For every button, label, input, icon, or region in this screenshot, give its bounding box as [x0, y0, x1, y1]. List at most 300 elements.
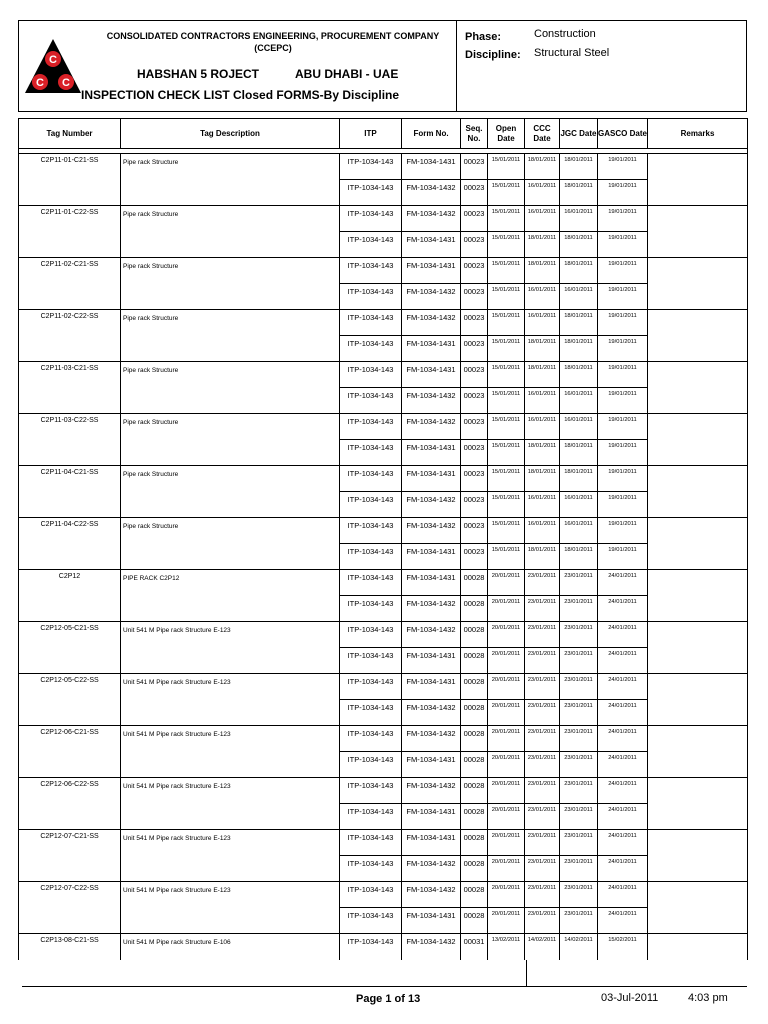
ccc-date-cell: 16/01/2011 — [525, 206, 560, 232]
remarks-cell — [648, 284, 748, 310]
seq-number-cell: 00028 — [461, 804, 488, 830]
tag-description-cell — [121, 180, 340, 206]
itp-cell: ITP-1034-143 — [340, 544, 402, 570]
remarks-cell — [648, 570, 748, 596]
tag-number-cell: C2P12-07-C22-SS — [19, 882, 121, 908]
table-header-row — [19, 119, 748, 149]
jgc-date-cell: 16/01/2011 — [560, 518, 598, 544]
form-number-cell: FM-1034-1432 — [402, 388, 461, 414]
remarks-cell — [648, 466, 748, 492]
form-number-cell: FM-1034-1432 — [402, 596, 461, 622]
open-date-cell: 13/02/2011 — [488, 934, 525, 960]
remarks-cell — [648, 440, 748, 466]
form-number-cell: FM-1034-1431 — [402, 440, 461, 466]
tag-description-cell — [121, 544, 340, 570]
seq-number-cell: 00023 — [461, 492, 488, 518]
jgc-date-cell: 18/01/2011 — [560, 336, 598, 362]
checklist-table — [18, 118, 748, 960]
gasco-date-cell: 19/01/2011 — [598, 284, 648, 310]
ccc-date-cell: 18/01/2011 — [525, 154, 560, 180]
seq-number-cell: 00028 — [461, 752, 488, 778]
table-row — [19, 674, 748, 700]
itp-cell: ITP-1034-143 — [340, 830, 402, 856]
itp-cell: ITP-1034-143 — [340, 414, 402, 440]
gasco-date-cell: 19/01/2011 — [598, 206, 648, 232]
seq-number-cell: 00028 — [461, 830, 488, 856]
gasco-date-cell: 24/01/2011 — [598, 726, 648, 752]
table-row — [19, 908, 748, 934]
seq-number-cell: 00028 — [461, 778, 488, 804]
gasco-date-cell: 19/01/2011 — [598, 544, 648, 570]
gasco-date-cell: 19/01/2011 — [598, 518, 648, 544]
gasco-date-cell: 24/01/2011 — [598, 804, 648, 830]
tag-number-cell — [19, 388, 121, 414]
jgc-date-cell: 23/01/2011 — [560, 726, 598, 752]
itp-cell: ITP-1034-143 — [340, 726, 402, 752]
seq-number-cell: 00023 — [461, 388, 488, 414]
itp-cell: ITP-1034-143 — [340, 622, 402, 648]
ccc-date-cell: 23/01/2011 — [525, 700, 560, 726]
report-title: INSPECTION CHECK LIST Closed FORMS-By Discipline — [81, 88, 400, 102]
seq-number-cell: 00031 — [461, 934, 488, 960]
open-date-cell: 20/01/2011 — [488, 570, 525, 596]
open-date-cell: 15/01/2011 — [488, 362, 525, 388]
gasco-date-cell: 19/01/2011 — [598, 388, 648, 414]
col-header-itp: ITP — [340, 119, 402, 149]
ccc-date-cell: 14/02/2011 — [525, 934, 560, 960]
col-header-tag: Tag Number — [19, 119, 121, 149]
form-number-cell: FM-1034-1432 — [402, 180, 461, 206]
open-date-cell: 20/01/2011 — [488, 752, 525, 778]
form-number-cell: FM-1034-1431 — [402, 830, 461, 856]
remarks-cell — [648, 388, 748, 414]
form-number-cell: FM-1034-1431 — [402, 674, 461, 700]
remarks-cell — [648, 934, 748, 960]
remarks-cell — [648, 830, 748, 856]
itp-cell: ITP-1034-143 — [340, 180, 402, 206]
table-row — [19, 284, 748, 310]
ccc-date-cell: 18/01/2011 — [525, 362, 560, 388]
table-row — [19, 336, 748, 362]
tag-number-cell: C2P12 — [19, 570, 121, 596]
project-location: ABU DHABI - UAE — [295, 67, 399, 81]
tag-number-cell — [19, 908, 121, 934]
table-row — [19, 570, 748, 596]
open-date-cell: 15/01/2011 — [488, 232, 525, 258]
remarks-cell — [648, 492, 748, 518]
itp-cell: ITP-1034-143 — [340, 882, 402, 908]
seq-number-cell: 00023 — [461, 206, 488, 232]
tag-description-cell — [121, 232, 340, 258]
seq-number-cell: 00023 — [461, 440, 488, 466]
company-name: CONSOLIDATED CONTRACTORS ENGINEERING, PROCUREMENT COMPANY (CCEPC) — [106, 31, 440, 53]
tag-description-cell: Unit 541 M Pipe rack Structure E-123 — [121, 778, 340, 804]
tag-description-cell — [121, 908, 340, 934]
ccc-date-cell: 18/01/2011 — [525, 466, 560, 492]
ccc-date-cell: 16/01/2011 — [525, 388, 560, 414]
table-row — [19, 622, 748, 648]
seq-number-cell: 00023 — [461, 310, 488, 336]
itp-cell: ITP-1034-143 — [340, 362, 402, 388]
seq-number-cell: 00023 — [461, 414, 488, 440]
tag-number-cell — [19, 648, 121, 674]
table-row — [19, 518, 748, 544]
tag-number-cell — [19, 752, 121, 778]
open-date-cell: 20/01/2011 — [488, 830, 525, 856]
table-row — [19, 752, 748, 778]
header-right-panel — [459, 21, 746, 111]
remarks-cell — [648, 700, 748, 726]
remarks-cell — [648, 154, 748, 180]
tag-number-cell — [19, 336, 121, 362]
tag-description-cell — [121, 804, 340, 830]
jgc-date-cell: 18/01/2011 — [560, 180, 598, 206]
itp-cell: ITP-1034-143 — [340, 596, 402, 622]
itp-cell: ITP-1034-143 — [340, 518, 402, 544]
table-row — [19, 414, 748, 440]
table-row — [19, 388, 748, 414]
jgc-date-cell: 23/01/2011 — [560, 622, 598, 648]
jgc-date-cell: 23/01/2011 — [560, 830, 598, 856]
itp-cell: ITP-1034-143 — [340, 336, 402, 362]
table-body — [19, 154, 748, 960]
table-row — [19, 206, 748, 232]
seq-number-cell: 00028 — [461, 726, 488, 752]
form-number-cell: FM-1034-1432 — [402, 856, 461, 882]
jgc-date-cell: 23/01/2011 — [560, 570, 598, 596]
jgc-date-cell: 16/01/2011 — [560, 284, 598, 310]
remarks-cell — [648, 856, 748, 882]
remarks-cell — [648, 518, 748, 544]
seq-number-cell: 00028 — [461, 622, 488, 648]
tag-number-cell — [19, 596, 121, 622]
gasco-date-cell: 19/01/2011 — [598, 310, 648, 336]
open-date-cell: 20/01/2011 — [488, 700, 525, 726]
gasco-date-cell: 15/02/2011 — [598, 934, 648, 960]
gasco-date-cell: 19/01/2011 — [598, 440, 648, 466]
tag-description-cell: Unit 541 M Pipe rack Structure E-123 — [121, 830, 340, 856]
itp-cell: ITP-1034-143 — [340, 154, 402, 180]
form-number-cell: FM-1034-1432 — [402, 700, 461, 726]
open-date-cell: 20/01/2011 — [488, 596, 525, 622]
table-row — [19, 700, 748, 726]
ccc-logo-icon — [23, 37, 83, 97]
remarks-cell — [648, 232, 748, 258]
tag-number-cell: C2P11-04-C22-SS — [19, 518, 121, 544]
remarks-cell — [648, 908, 748, 934]
open-date-cell: 15/01/2011 — [488, 154, 525, 180]
jgc-date-cell: 18/01/2011 — [560, 440, 598, 466]
gasco-date-cell: 19/01/2011 — [598, 362, 648, 388]
itp-cell: ITP-1034-143 — [340, 388, 402, 414]
table-row — [19, 440, 748, 466]
remarks-cell — [648, 648, 748, 674]
gasco-date-cell: 24/01/2011 — [598, 752, 648, 778]
remarks-cell — [648, 544, 748, 570]
gasco-date-cell: 24/01/2011 — [598, 648, 648, 674]
seq-number-cell: 00023 — [461, 180, 488, 206]
gasco-date-cell: 19/01/2011 — [598, 232, 648, 258]
itp-cell: ITP-1034-143 — [340, 440, 402, 466]
remarks-cell — [648, 414, 748, 440]
form-number-cell: FM-1034-1431 — [402, 336, 461, 362]
itp-cell: ITP-1034-143 — [340, 908, 402, 934]
tag-description-cell: Unit 541 M Pipe rack Structure E-123 — [121, 622, 340, 648]
ccc-date-cell: 16/01/2011 — [525, 310, 560, 336]
tag-number-cell — [19, 440, 121, 466]
open-date-cell: 20/01/2011 — [488, 908, 525, 934]
seq-number-cell: 00023 — [461, 336, 488, 362]
gasco-date-cell: 24/01/2011 — [598, 596, 648, 622]
tag-description-cell — [121, 700, 340, 726]
ccc-date-cell: 18/01/2011 — [525, 232, 560, 258]
tag-description-cell — [121, 648, 340, 674]
remarks-cell — [648, 674, 748, 700]
jgc-date-cell: 14/02/2011 — [560, 934, 598, 960]
seq-number-cell: 00028 — [461, 674, 488, 700]
form-number-cell: FM-1034-1432 — [402, 882, 461, 908]
jgc-date-cell: 16/01/2011 — [560, 414, 598, 440]
ccc-date-cell: 23/01/2011 — [525, 726, 560, 752]
ccc-date-cell: 23/01/2011 — [525, 778, 560, 804]
tag-description-cell: Pipe rack Structure — [121, 362, 340, 388]
ccc-date-cell: 23/01/2011 — [525, 674, 560, 700]
open-date-cell: 15/01/2011 — [488, 284, 525, 310]
jgc-date-cell: 18/01/2011 — [560, 544, 598, 570]
gasco-date-cell: 24/01/2011 — [598, 908, 648, 934]
itp-cell: ITP-1034-143 — [340, 856, 402, 882]
tag-description-cell — [121, 752, 340, 778]
report-header — [18, 20, 747, 112]
tag-number-cell — [19, 492, 121, 518]
header-left-panel — [19, 21, 457, 111]
ccc-date-cell: 23/01/2011 — [525, 596, 560, 622]
open-date-cell: 20/01/2011 — [488, 778, 525, 804]
itp-cell: ITP-1034-143 — [340, 570, 402, 596]
gasco-date-cell: 19/01/2011 — [598, 414, 648, 440]
itp-cell: ITP-1034-143 — [340, 466, 402, 492]
open-date-cell: 15/01/2011 — [488, 544, 525, 570]
page-number: Page 1 of 13 — [356, 993, 421, 1005]
seq-number-cell: 00028 — [461, 596, 488, 622]
jgc-date-cell: 23/01/2011 — [560, 596, 598, 622]
col-header-form: Form No. — [402, 119, 461, 149]
tag-description-cell — [121, 492, 340, 518]
jgc-date-cell: 23/01/2011 — [560, 648, 598, 674]
tag-number-cell: C2P11-02-C21-SS — [19, 258, 121, 284]
table-row — [19, 596, 748, 622]
itp-cell: ITP-1034-143 — [340, 674, 402, 700]
remarks-cell — [648, 726, 748, 752]
open-date-cell: 20/01/2011 — [488, 882, 525, 908]
tag-description-cell — [121, 336, 340, 362]
tag-description-cell — [121, 856, 340, 882]
svg-text:C: C — [49, 54, 57, 66]
tag-number-cell: C2P12-05-C21-SS — [19, 622, 121, 648]
seq-number-cell: 00023 — [461, 362, 488, 388]
tag-number-cell: C2P13-08-C21-SS — [19, 934, 121, 960]
table-row — [19, 154, 748, 180]
jgc-date-cell: 23/01/2011 — [560, 804, 598, 830]
form-number-cell: FM-1034-1432 — [402, 622, 461, 648]
tag-description-cell — [121, 440, 340, 466]
remarks-cell — [648, 310, 748, 336]
col-header-remarks: Remarks — [648, 119, 748, 149]
table-row — [19, 466, 748, 492]
gasco-date-cell: 24/01/2011 — [598, 700, 648, 726]
jgc-date-cell: 18/01/2011 — [560, 258, 598, 284]
form-number-cell: FM-1034-1432 — [402, 492, 461, 518]
jgc-date-cell: 18/01/2011 — [560, 232, 598, 258]
form-number-cell: FM-1034-1431 — [402, 752, 461, 778]
remarks-cell — [648, 804, 748, 830]
col-header-open: Open Date — [488, 119, 525, 149]
seq-number-cell: 00028 — [461, 648, 488, 674]
gasco-date-cell: 24/01/2011 — [598, 830, 648, 856]
form-number-cell: FM-1034-1431 — [402, 154, 461, 180]
form-number-cell: FM-1034-1432 — [402, 726, 461, 752]
form-number-cell: FM-1034-1432 — [402, 414, 461, 440]
table-row — [19, 258, 748, 284]
tag-number-cell: C2P11-03-C22-SS — [19, 414, 121, 440]
form-number-cell: FM-1034-1431 — [402, 804, 461, 830]
table-row — [19, 310, 748, 336]
open-date-cell: 15/01/2011 — [488, 414, 525, 440]
open-date-cell: 15/01/2011 — [488, 492, 525, 518]
tag-number-cell: C2P11-02-C22-SS — [19, 310, 121, 336]
remarks-cell — [648, 778, 748, 804]
jgc-date-cell: 23/01/2011 — [560, 856, 598, 882]
seq-number-cell: 00023 — [461, 258, 488, 284]
seq-number-cell: 00028 — [461, 570, 488, 596]
col-header-jgc: JGC Date — [560, 119, 598, 149]
seq-number-cell: 00023 — [461, 154, 488, 180]
ccc-date-cell: 23/01/2011 — [525, 648, 560, 674]
tag-description-cell: Pipe rack Structure — [121, 414, 340, 440]
tag-number-cell — [19, 232, 121, 258]
svg-text:C: C — [62, 77, 70, 89]
ccc-date-cell: 23/01/2011 — [525, 804, 560, 830]
remarks-cell — [648, 596, 748, 622]
itp-cell: ITP-1034-143 — [340, 310, 402, 336]
open-date-cell: 20/01/2011 — [488, 648, 525, 674]
seq-number-cell: 00023 — [461, 284, 488, 310]
tag-description-cell: Unit 541 M Pipe rack Structure E-123 — [121, 726, 340, 752]
itp-cell: ITP-1034-143 — [340, 752, 402, 778]
ccc-date-cell: 16/01/2011 — [525, 518, 560, 544]
jgc-date-cell: 16/01/2011 — [560, 388, 598, 414]
table-row — [19, 804, 748, 830]
jgc-date-cell: 23/01/2011 — [560, 752, 598, 778]
remarks-cell — [648, 622, 748, 648]
col-header-desc: Tag Description — [121, 119, 340, 149]
tag-description-cell: Unit 541 M Pipe rack Structure E-123 — [121, 882, 340, 908]
tag-number-cell: C2P12-06-C22-SS — [19, 778, 121, 804]
open-date-cell: 20/01/2011 — [488, 726, 525, 752]
gasco-date-cell: 24/01/2011 — [598, 856, 648, 882]
discipline-value: Structural Steel — [534, 47, 610, 59]
tag-number-cell: C2P11-01-C21-SS — [19, 154, 121, 180]
remarks-cell — [648, 362, 748, 388]
gasco-date-cell: 24/01/2011 — [598, 882, 648, 908]
tag-number-cell — [19, 700, 121, 726]
gasco-date-cell: 19/01/2011 — [598, 466, 648, 492]
ccc-date-cell: 16/01/2011 — [525, 284, 560, 310]
ccc-date-cell: 23/01/2011 — [525, 752, 560, 778]
ccc-date-cell: 16/01/2011 — [525, 414, 560, 440]
tag-description-cell: Pipe rack Structure — [121, 466, 340, 492]
open-date-cell: 15/01/2011 — [488, 310, 525, 336]
seq-number-cell: 00023 — [461, 466, 488, 492]
svg-text:C: C — [36, 77, 44, 89]
tag-number-cell: C2P12-06-C21-SS — [19, 726, 121, 752]
gasco-date-cell: 19/01/2011 — [598, 154, 648, 180]
ccc-date-cell: 23/01/2011 — [525, 856, 560, 882]
discipline-label: Discipline: — [465, 49, 521, 61]
tag-description-cell: Pipe rack Structure — [121, 518, 340, 544]
print-date: 03-Jul-2011 — [601, 992, 659, 1004]
tag-description-cell: Unit 541 M Pipe rack Structure E-106 — [121, 934, 340, 960]
form-number-cell: FM-1034-1431 — [402, 648, 461, 674]
open-date-cell: 20/01/2011 — [488, 674, 525, 700]
col-header-ccc: CCC Date — [525, 119, 560, 149]
footer-rule — [22, 986, 747, 987]
tag-number-cell: C2P11-04-C21-SS — [19, 466, 121, 492]
form-number-cell: FM-1034-1432 — [402, 284, 461, 310]
table-row — [19, 882, 748, 908]
phase-label: Phase: — [465, 31, 502, 43]
gasco-date-cell: 24/01/2011 — [598, 622, 648, 648]
table-row — [19, 934, 748, 960]
tag-number-cell — [19, 284, 121, 310]
ccc-date-cell: 16/01/2011 — [525, 180, 560, 206]
ccc-date-cell: 23/01/2011 — [525, 570, 560, 596]
tag-number-cell — [19, 180, 121, 206]
tag-number-cell: C2P11-01-C22-SS — [19, 206, 121, 232]
print-time: 4:03 pm — [688, 992, 728, 1004]
itp-cell: ITP-1034-143 — [340, 700, 402, 726]
ccc-date-cell: 16/01/2011 — [525, 492, 560, 518]
tag-number-cell: C2P11-03-C21-SS — [19, 362, 121, 388]
jgc-date-cell: 23/01/2011 — [560, 700, 598, 726]
open-date-cell: 15/01/2011 — [488, 336, 525, 362]
itp-cell: ITP-1034-143 — [340, 284, 402, 310]
tag-number-cell: C2P12-05-C22-SS — [19, 674, 121, 700]
ccc-date-cell: 23/01/2011 — [525, 882, 560, 908]
ccc-date-cell: 18/01/2011 — [525, 336, 560, 362]
table-row — [19, 648, 748, 674]
itp-cell: ITP-1034-143 — [340, 492, 402, 518]
seq-number-cell: 00028 — [461, 856, 488, 882]
table-row — [19, 544, 748, 570]
ccc-date-cell: 23/01/2011 — [525, 908, 560, 934]
form-number-cell: FM-1034-1431 — [402, 232, 461, 258]
open-date-cell: 15/01/2011 — [488, 206, 525, 232]
ccc-date-cell: 18/01/2011 — [525, 544, 560, 570]
seq-number-cell: 00023 — [461, 544, 488, 570]
jgc-date-cell: 16/01/2011 — [560, 206, 598, 232]
jgc-date-cell: 23/01/2011 — [560, 674, 598, 700]
table-row — [19, 232, 748, 258]
open-date-cell: 15/01/2011 — [488, 466, 525, 492]
remarks-cell — [648, 258, 748, 284]
seq-number-cell: 00023 — [461, 232, 488, 258]
tag-description-cell: Pipe rack Structure — [121, 154, 340, 180]
table-row — [19, 856, 748, 882]
form-number-cell: FM-1034-1432 — [402, 934, 461, 960]
gasco-date-cell: 19/01/2011 — [598, 180, 648, 206]
ccc-date-cell: 18/01/2011 — [525, 258, 560, 284]
